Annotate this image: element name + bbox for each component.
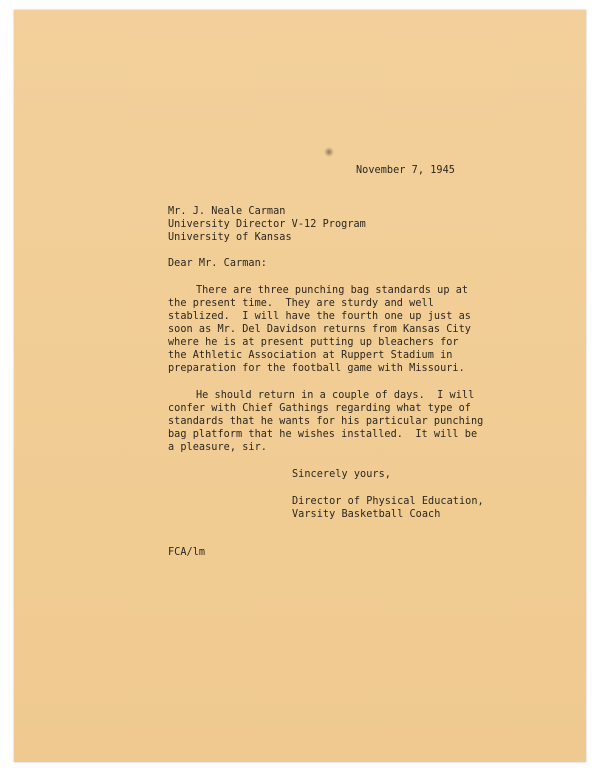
recipient-name: Mr. J. Neale Carman <box>168 206 286 217</box>
typist-initials: FCA/lm <box>168 547 206 558</box>
closing: Sincerely yours, <box>292 469 391 480</box>
signature-title-2: Varsity Basketball Coach <box>292 509 441 520</box>
paragraph-1-line: the present time. They are sturdy and well <box>168 298 434 309</box>
ink-smudge <box>324 147 334 157</box>
recipient-institution: University of Kansas <box>168 232 292 243</box>
paragraph-1-line: where he is at present putting up bleachers for <box>168 337 459 348</box>
paragraph-2-line: bag platform that he wishes installed. It will be <box>168 429 478 440</box>
paragraph-1-line: the Athletic Association at Ruppert Stadium in <box>168 350 453 361</box>
paragraph-1-line: There are three punching bag standards up at <box>196 285 469 296</box>
paragraph-1-line: preparation for the football game with Missouri. <box>168 363 465 374</box>
signature-title-1: Director of Physical Education, <box>292 496 484 507</box>
recipient-title: University Director V-12 Program <box>168 219 366 230</box>
paragraph-2-line: standards that he wants for his particular punching <box>168 416 484 427</box>
paragraph-2-line: a pleasure, sir. <box>168 442 267 453</box>
paragraph-1-line: soon as Mr. Del Davidson returns from Kansas City <box>168 324 471 335</box>
paragraph-2-line: He should return in a couple of days. I will <box>196 390 475 401</box>
letter-date: November 7, 1945 <box>356 165 455 176</box>
paragraph-1-line: stablized. I will have the fourth one up just as <box>168 311 471 322</box>
letter-page <box>14 10 586 762</box>
salutation: Dear Mr. Carman: <box>168 258 267 269</box>
paragraph-2-line: confer with Chief Gathings regarding what type of <box>168 403 471 414</box>
